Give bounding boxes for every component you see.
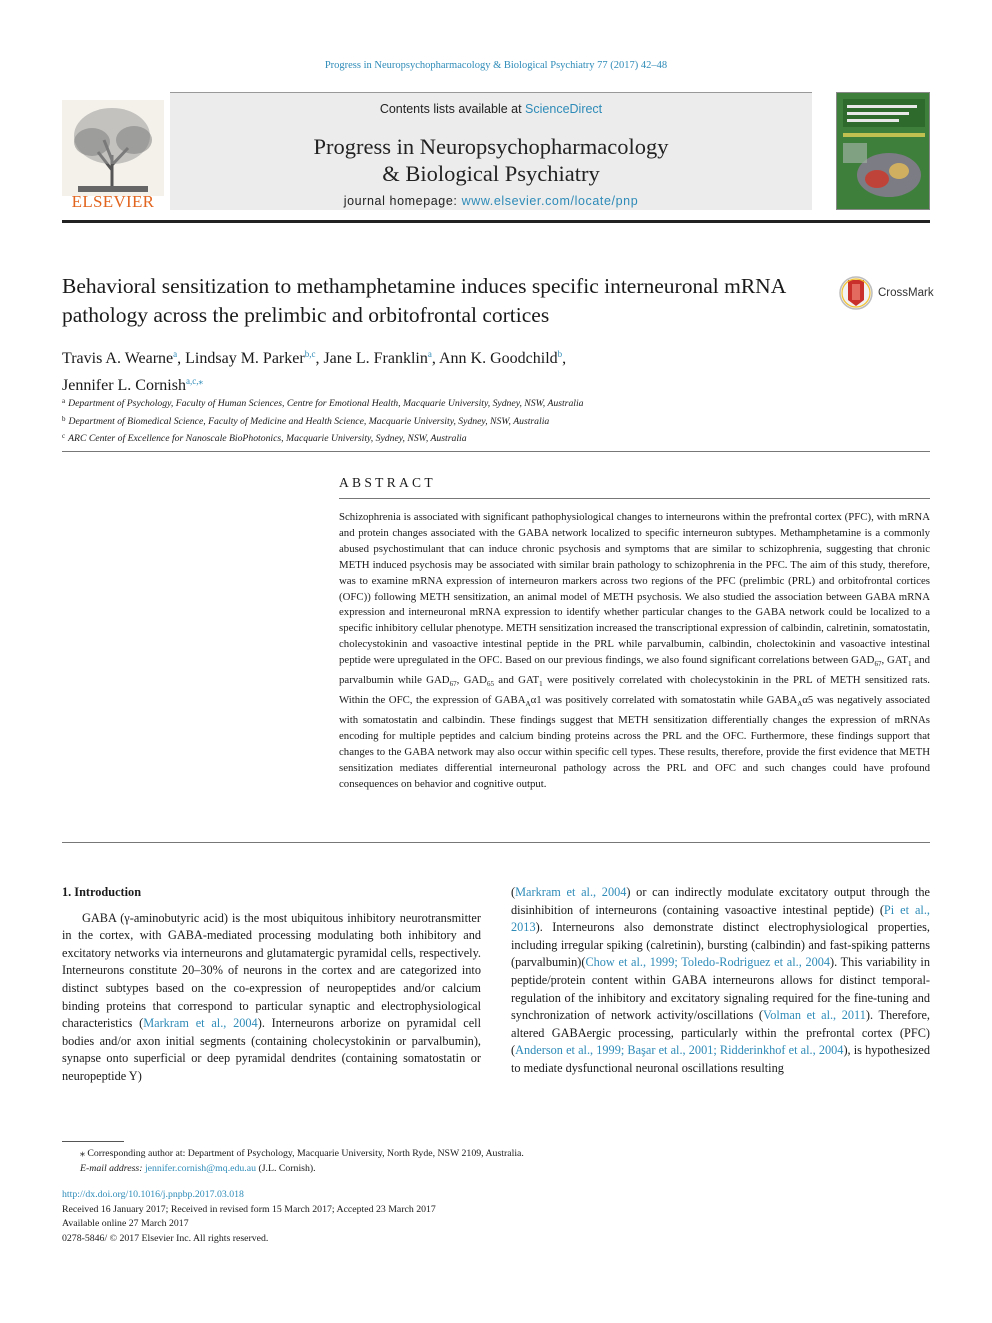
citation-link[interactable]: Chow et al., 1999; Toledo-Rodriguez et al., 2004: [585, 955, 831, 970]
abstract-divider: [339, 498, 930, 499]
author-affil-marker[interactable]: b: [557, 349, 563, 359]
author-name[interactable]: Jane L. Franklin: [323, 350, 428, 367]
author-affil-marker[interactable]: a,c,⁎: [185, 376, 203, 386]
abstract-heading: ABSTRACT: [339, 475, 436, 490]
crossmark-icon: [838, 276, 874, 310]
author-name[interactable]: Travis A. Wearne: [62, 350, 174, 367]
author-name[interactable]: Jennifer L. Cornish: [62, 377, 186, 394]
body-column-left: [62, 884, 481, 1086]
author-affil-marker[interactable]: b,c: [304, 349, 316, 359]
article-title: Behavioral sensitization to methamphetamine induces specific interneuronal mRNA pathology across the prelimbic and orbitofrontal cortices: [62, 274, 786, 327]
abstract-text: Schizophrenia is associated with significant pathophysiological changes to interneurons within the prefrontal cortex (PFC), with mRNA and protein changes associated with the GABA network localized to specific interneuron subtypes. Methamphetamine is a commonly abused psychostimulant that can induce chronic psychosis and symptoms that are similar to schizophrenia, suggesting that chronic METH induced psychosis may be associated with similar brain pathology to schizophrenia in the PFC. The aim of this study, therefore, was to examine mRNA expression of interneuron markers across two regions of the PFC (prelimbic (PRL) and orbitofrontal cortices (OFC)) following METH sensitization, an animal model of METH psychosis. We also studied the association between GABA mRNA expression and interneuronal mRNA expression to identify whether particular changes to the GABA network could be localized to a specific inhibitory cellular phenotype. METH sensitization increased the transcriptional expression of calbindin, calretinin, somatostatin, cholecystokinin and vasoactive intestinal peptide in the PRL while parvalbumin, calbindin, cholectokinin and vasoactive intestinal peptide were upregulated in the OFC. Based on our previous findings, we also found significant correlations between $GAD_{67}$, $GAT_1$ and parvalbumin while $GAD_{67}$, $GAD_{65}$ and $GAT_1$ were positively correlated with cholecystokinin in the PRL of METH sensitized rats. Within the OFC, the expression of $GABA_A\alpha 1$ was positively correlated with somatostatin while $GABA_A\alpha 5$ was negatively associated with somatostatin and calbindin. These findings suggest that METH sensitization differentially changes the expression of mRNAs encoding for multiple peptides and calcium binding proteins across the PRL and the OFC. Furthermore, these findings support that changes to the GABA network may also occur within specific cell types. These results, therefore, provide the first evidence that METH sensitization mediates differential interneuronal pathology across the PRL and OFC and such changes could have profound consequences on behavior and cognitive output.: [339, 511, 930, 790]
section-heading: 1. Introduction: [62, 885, 142, 899]
journal-masthead: [170, 92, 812, 210]
author-separator: ,: [562, 350, 567, 367]
cover-art-icon: [837, 93, 930, 210]
author-name[interactable]: Lindsay M. Parker: [185, 350, 305, 367]
journal-cover-image[interactable]: [836, 92, 930, 210]
crossmark-label: CrossMark: [878, 287, 934, 299]
author-affil-marker[interactable]: a: [173, 349, 178, 359]
journal-title: Progress in Neuropsychopharmacology & Biological Psychiatry: [313, 134, 669, 186]
citation-link[interactable]: Anderson et al., 1999; Başar et al., 2001; Ridderinkhof et al., 2004: [515, 1043, 844, 1058]
footnote-text: ⁎ Corresponding author at: Department of Psychology, Macquarie University, North Ryde, NSW 2109, Australia.: [80, 1148, 524, 1159]
citation-link[interactable]: Volman et al., 2011: [762, 1008, 866, 1023]
email-link[interactable]: jennifer.cornish@mq.edu.au: [144, 1163, 256, 1174]
affiliation-item: $^c$ ARC Center of Excellence for Nanoscale BioPhotonics, Macquarie University, Sydney, NSW, Australia: [62, 432, 467, 444]
author-affil-marker[interactable]: a: [427, 349, 432, 359]
online-date: Available online 27 March 2017: [62, 1218, 189, 1229]
author-list: [62, 343, 802, 397]
author-separator: ,: [315, 350, 324, 367]
footnote-email: E-mail address: jennifer.cornish@mq.edu.au (J.L. Cornish).: [80, 1163, 316, 1174]
sciencedirect-link[interactable]: ScienceDirect: [525, 102, 603, 116]
author-name[interactable]: Ann K. Goodchild: [438, 350, 558, 367]
author-separator: ,: [177, 350, 186, 367]
journal-homepage: journal homepage: www.elsevier.com/locate/pnp: [343, 194, 639, 208]
body-column-right: [511, 884, 930, 1078]
copyright-line: 0278-5846/ © 2017 Elsevier Inc. All rights reserved.: [62, 1232, 269, 1244]
citation-link[interactable]: Markram et al., 2004: [143, 1016, 258, 1031]
crossmark-badge[interactable]: [838, 276, 934, 310]
doi-link[interactable]: http://dx.doi.org/10.1016/j.pnpbp.2017.03.018: [62, 1189, 244, 1200]
article-metadata: [62, 1188, 930, 1246]
affiliation-list: [62, 394, 922, 447]
citation-link[interactable]: Pi et al., 2013: [511, 902, 930, 935]
section-divider: [62, 842, 930, 843]
author-separator: ,: [431, 350, 439, 367]
affiliation-item: $^a$ Department of Psychology, Faculty of Human Sciences, Centre for Emotional Health, Macquarie University, Sydney, NSW, Australia: [62, 397, 584, 409]
corresponding-author-footnote: [62, 1146, 930, 1176]
body-paragraph: GABA (γ-aminobutyric acid) is the most ubiquitous inhibitory neurotransmitter in the cortex, with GABA-mediated processing modulating both inhibitory and excitatory networks via interneurons and glutamatergic pyramidal cells, respectively. Interneurons constitute 20–30% of neurons in the cortex and are categorized into distinct subtypes based on the co-expression of neuropeptides and/or calcium binding proteins that correspond to particular synaptic and electrophysiological characteristics (Markram et al., 2004). Interneurons arborize on pyramidal cell bodies and/or axon initial segments (containing cholecystokinin or parvalbumin), synapse onto superficial or deep pyramidal dendrites (containing somatostatin or neuropeptide Y): [62, 910, 482, 1083]
contents-line: Contents lists available at ScienceDirect: [379, 102, 603, 116]
footnote-rule: [62, 1141, 124, 1142]
affiliation-item: $^b$ Department of Biomedical Science, Faculty of Medicine and Health Science, Macquarie University, Sydney, NSW, Australia: [62, 414, 550, 427]
body-paragraph: (Markram et al., 2004) or can indirectly modulate excitatory output through the disinhibition of interneurons (containing vasoactive intestinal peptide) (Pi et al., 2013). Interneurons also demonstrate distinct electrophysiological properties, including irregular spiking (calretinin), bursting (calbindin) and fast-spiking patterns (parvalbumin)(Chow et al., 1999; Toledo-Rodriguez et al., 2004). This variability in peptide/protein content within GABA interneurons allows for distinct temporal-regulation of the inhibitory and excitatory signaling required for the fine-tuning and synchronization of network activity/oscillations (Volman et al., 2011). Therefore, altered GABAergic processing, particularly within the prefrontal cortex (PFC) (Anderson et al., 1999; Başar et al., 2001; Ridderinkhof et al., 2004), is hypothesized to mediate dysfunctional neuronal oscillations resulting: [511, 885, 931, 1075]
section-divider: [62, 451, 930, 452]
header-rule: [62, 220, 930, 223]
homepage-link[interactable]: www.elsevier.com/locate/pnp: [461, 194, 639, 208]
journal-reference[interactable]: Progress in Neuropsychopharmacology & Biological Psychiatry 77 (2017) 42–48: [324, 60, 668, 71]
journal-header: [62, 92, 930, 222]
publisher-wordmark: ELSEVIER: [71, 192, 155, 211]
citation-link[interactable]: Markram et al., 2004: [515, 885, 627, 899]
received-dates: Received 16 January 2017; Received in revised form 15 March 2017; Accepted 23 March 2017: [62, 1203, 436, 1215]
